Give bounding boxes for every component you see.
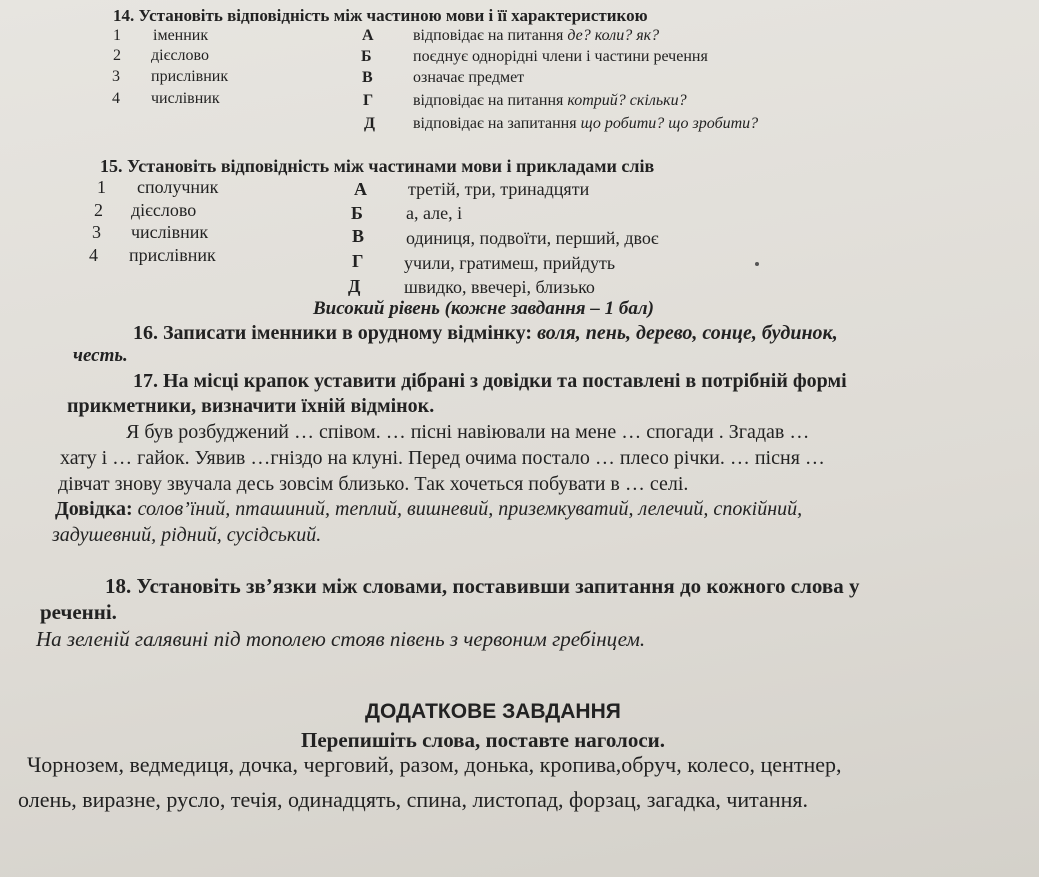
task14-right-a-text: відповідає на питання де? коли? як?	[413, 27, 660, 44]
task15-right-v-letter: В	[352, 226, 365, 246]
task17-hint-line1: Довідка: солов’їний, пташиний, теплий, вишневий, приземкуватий, лелечий, спокійний,	[55, 498, 803, 520]
task14-right-d-text: відповідає на запитання що робити? що зробити?	[413, 115, 759, 132]
task15-right-b-letter: Б	[351, 203, 363, 223]
task17-heading-line2: прикметники, визначити їхній відмінок.	[67, 395, 435, 417]
task15-left-3-text: числівник	[131, 222, 209, 242]
level-heading: Високий рівень (кожне завдання – 1 бал)	[313, 298, 654, 319]
extra-words-line2: олень, виразне, русло, течія, одинадцять, спина, листопад, форзац, загадка, читання.	[18, 787, 808, 812]
task14-left-3-text: прислівник	[151, 68, 229, 85]
task15-left-2-num: 2	[94, 200, 103, 220]
task15-right-a-letter: А	[354, 179, 367, 199]
task15-left-4-num: 4	[89, 245, 98, 265]
paper-speck	[755, 262, 759, 266]
task16-line1: 16. Записати іменники в орудному відмінку: воля, пень, дерево, сонце, будинок,	[133, 322, 838, 344]
task17-text-line3: дівчат знову звучала десь зовсім близько. Так хочеться побувати в … селі.	[58, 473, 689, 495]
task14-heading: 14. Установіть відповідність між частиною мови і її характеристикою	[113, 6, 648, 25]
task14-right-g-letter: Г	[363, 92, 374, 109]
task17-text-line2: хату і … гайок. Уявив …гніздо на клуні. Перед очима постало … плесо річки. … пісня …	[60, 447, 825, 469]
task14-right-d-letter: Д	[364, 115, 376, 132]
task16-line2: честь.	[73, 345, 128, 366]
task15-right-v-text: одиниця, подвоїти, перший, двоє	[406, 228, 659, 248]
extra-instruction: Перепишіть слова, поставте наголоси.	[301, 728, 665, 752]
task17-hint-line2: задушевний, рідний, сусідський.	[52, 524, 322, 546]
task15-heading: 15. Установіть відповідність між частинами мови і прикладами слів	[100, 156, 655, 176]
task15-right-g-letter: Г	[352, 251, 364, 271]
task14-left-3-num: 3	[112, 68, 120, 85]
task15-right-a-text: третій, три, тринадцяти	[408, 179, 590, 199]
task14-right-v-letter: В	[362, 69, 373, 86]
task14-right-b-text: поєднує однорідні члени і частини речення	[413, 48, 708, 65]
task15-left-4-text: прислівник	[129, 245, 216, 265]
task15-left-1-text: сполучник	[137, 177, 219, 197]
task17-text-line1: Я був розбуджений … співом. … пісні навіювали на мене … спогади . Згадав …	[126, 421, 810, 443]
task15-left-1-num: 1	[97, 177, 106, 197]
task15-right-b-text: а, але, і	[406, 203, 463, 223]
task14-right-v-text: означає предмет	[413, 69, 525, 86]
task17-heading-line1: 17. На місці крапок уставити дібрані з довідки та поставлені в потрібній формі	[133, 370, 847, 392]
task15-left-3-num: 3	[92, 222, 101, 242]
task14-left-1-text: іменник	[153, 27, 209, 44]
task14-right-g-text: відповідає на питання котрий? скільки?	[413, 92, 687, 109]
task15-right-d-letter: Д	[348, 276, 361, 296]
task15-right-d-text: швидко, ввечері, близько	[404, 277, 595, 297]
task14-left-2-num: 2	[113, 47, 121, 64]
task14-left-1-num: 1	[113, 27, 121, 44]
task14-left-2-text: дієслово	[151, 47, 209, 64]
task14-left-4-num: 4	[112, 90, 120, 107]
task18-sentence: На зеленій галявині під тополею стояв півень з червоним гребінцем.	[36, 627, 646, 651]
task14-right-a-letter: А	[362, 27, 374, 44]
task18-heading-line2: реченні.	[40, 600, 117, 624]
task15-right-g-text: учили, гратимеш, прийдуть	[404, 253, 616, 273]
task14-right-b-letter: Б	[361, 48, 372, 65]
task14-left-4-text: числівник	[151, 90, 220, 107]
extra-title: ДОДАТКОВЕ ЗАВДАННЯ	[365, 700, 621, 723]
task15-left-2-text: дієслово	[131, 200, 197, 220]
extra-words-line1: Чорнозем, ведмедиця, дочка, черговий, разом, донька, кропива,обруч, колесо, центнер,	[27, 752, 842, 777]
task18-heading-line1: 18. Установіть зв’язки між словами, поставивши запитання до кожного слова у	[105, 574, 860, 598]
